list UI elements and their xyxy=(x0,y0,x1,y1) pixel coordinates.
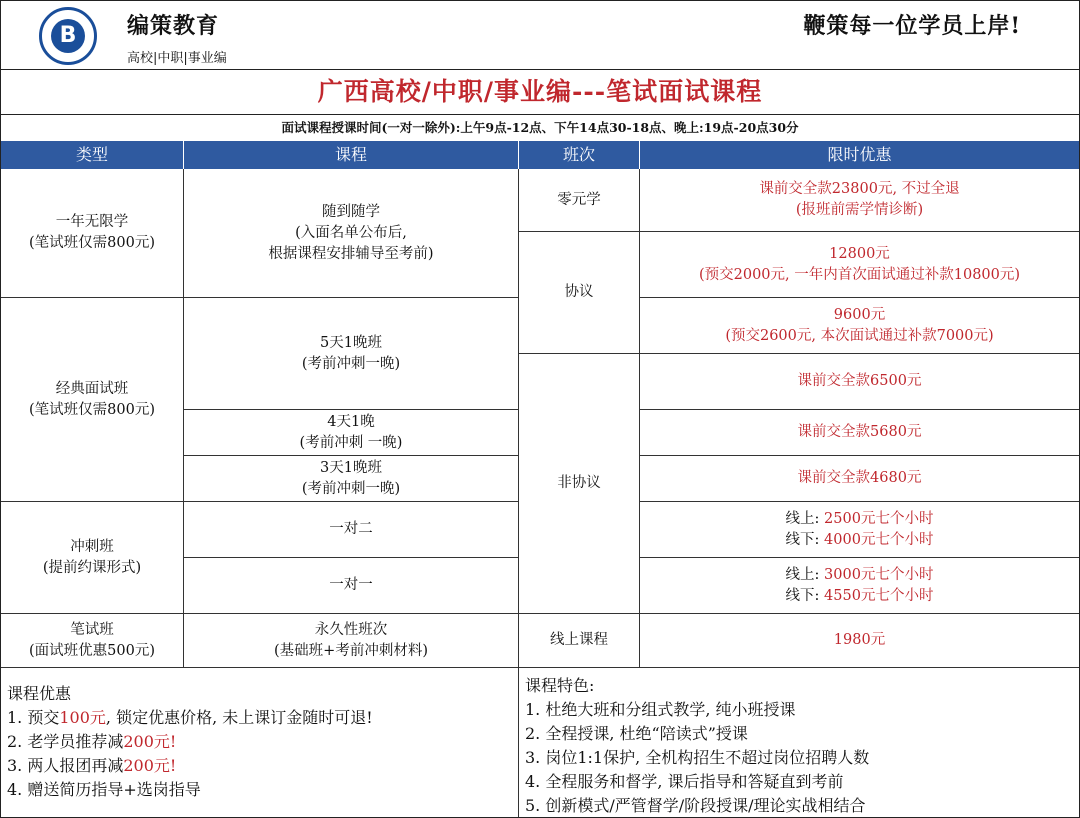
course-name: 永久性班次 xyxy=(314,621,388,638)
column-header-class: 班次 xyxy=(519,141,640,169)
type-name: 冲刺班 xyxy=(70,538,114,555)
class-name: 线上课程 xyxy=(550,632,608,648)
offer-line xyxy=(786,586,934,607)
offer-note: (报班前需学情诊断) xyxy=(795,202,924,218)
offer-mode: 线上: xyxy=(785,510,825,527)
type-cell xyxy=(1,169,184,298)
course-note: (基础班+考前冲刺材料) xyxy=(274,642,428,659)
course-note: (考前冲刺一晚) xyxy=(301,480,401,497)
column-header-course: 课程 xyxy=(184,141,519,169)
offer-price: 1980元 xyxy=(833,632,886,648)
offer-cell xyxy=(640,232,1079,298)
course-cell xyxy=(184,410,519,456)
course-name: 4天1晚 xyxy=(327,413,375,430)
offer-price: 2500元七个小时 xyxy=(824,510,934,527)
offer-price: 4550元七个小时 xyxy=(824,587,934,604)
features-title: 课程特色: xyxy=(525,676,595,695)
benefits-panel xyxy=(1,668,519,817)
feature-item: 1. 杜绝大班和分组式教学, 纯小班授课 xyxy=(525,700,796,719)
offer-price: 课前交全款23800元, 不过全退 xyxy=(759,181,960,197)
offer-price: 课前交全款5680元 xyxy=(797,424,922,440)
class-cell xyxy=(519,232,640,354)
course-cell xyxy=(184,614,519,668)
benefit-item: 4. 赠送简历指导+选岗指导 xyxy=(7,780,201,799)
offer-cell xyxy=(640,502,1079,558)
offer-line xyxy=(786,530,934,551)
offer-mode: 线上: xyxy=(785,566,825,583)
type-name: 一年无限学 xyxy=(55,214,129,230)
type-note: (面试班优惠500元) xyxy=(29,642,155,659)
course-note: (入面名单公布后, xyxy=(295,224,407,241)
schedule-note: 面试课程授课时间(一对一除外):上午9点-12点、下午14点30-18点、晚上:19点-20点30分 xyxy=(281,120,799,135)
column-header-type: 类型 xyxy=(1,141,184,169)
benefit-item: 2. 老学员推荐减200元! xyxy=(7,732,177,751)
course-cell xyxy=(184,169,519,298)
offer-cell xyxy=(640,456,1079,502)
offer-price: 9600元 xyxy=(833,306,886,323)
offer-cell xyxy=(640,169,1079,232)
header xyxy=(1,1,1079,70)
logo-letter: B xyxy=(51,19,85,53)
class-cell xyxy=(519,354,640,614)
brand-name: 编策教育 xyxy=(127,13,220,39)
feature-item: 4. 全程服务和督学, 课后指导和答疑直到考前 xyxy=(525,772,844,791)
course-cell xyxy=(184,298,519,410)
page-title: 广西高校/中职/事业编---笔试面试课程 xyxy=(1,70,1079,115)
offer-mode: 线下: xyxy=(785,531,825,548)
type-note: (笔试班仅需800元) xyxy=(29,401,155,418)
offer-mode: 线下: xyxy=(785,587,825,604)
offer-note: (预交2600元, 本次面试通过补款7000元) xyxy=(725,327,994,344)
course-name: 一对二 xyxy=(329,521,373,537)
benefit-item: 3. 两人报团再减200元! xyxy=(7,756,177,775)
feature-item: 3. 岗位1:1保护, 全机构招生不超过岗位招聘人数 xyxy=(525,748,870,767)
column-header-offer: 限时优惠 xyxy=(640,141,1079,169)
offer-cell xyxy=(640,410,1079,456)
type-name: 笔试班 xyxy=(70,621,114,638)
benefits-title: 课程优惠 xyxy=(7,684,72,703)
course-cell xyxy=(184,502,519,558)
type-note: (提前约课形式) xyxy=(42,559,142,576)
course-name: 一对一 xyxy=(329,577,373,593)
type-cell xyxy=(1,614,184,668)
type-note: (笔试班仅需800元) xyxy=(29,235,155,251)
course-note: 根据课程安排辅导至考前) xyxy=(268,245,434,262)
class-cell xyxy=(519,614,640,668)
course-note: (考前冲刺一晚) xyxy=(301,355,401,372)
offer-note: (预交2000元, 一年内首次面试通过补款10800元) xyxy=(698,266,1021,283)
offer-line xyxy=(786,509,934,530)
brand-subtitle: 高校|中职|事业编 xyxy=(127,51,227,66)
class-cell xyxy=(519,169,640,232)
offer-cell xyxy=(640,298,1079,354)
course-name: 5天1晚班 xyxy=(320,334,382,351)
features-panel xyxy=(519,668,1079,817)
offer-price: 课前交全款4680元 xyxy=(797,470,922,486)
offer-cell xyxy=(640,614,1079,668)
course-name: 3天1晚班 xyxy=(320,459,382,476)
course-name: 随到随学 xyxy=(322,203,380,220)
offer-cell xyxy=(640,354,1079,410)
offer-price: 3000元七个小时 xyxy=(824,566,934,583)
brand-logo-icon xyxy=(39,7,97,65)
feature-item: 5. 创新模式/严管督学/阶段授课/理论实战相结合 xyxy=(525,796,866,815)
class-name: 零元学 xyxy=(557,191,601,208)
course-note: (考前冲刺 一晚) xyxy=(299,434,403,451)
offer-price: 4000元七个小时 xyxy=(824,531,934,548)
benefit-item: 1. 预交100元, 锁定优惠价格, 未上课订金随时可退! xyxy=(7,708,373,727)
slogan: 鞭策每一位学员上岸! xyxy=(803,13,1021,39)
type-name: 经典面试班 xyxy=(55,380,129,397)
offer-price: 12800元 xyxy=(829,245,890,262)
offer-line xyxy=(786,565,934,586)
class-name: 协议 xyxy=(564,284,594,300)
offer-price: 课前交全款6500元 xyxy=(797,373,922,389)
class-name: 非协议 xyxy=(557,475,601,491)
course-cell xyxy=(184,558,519,614)
type-cell xyxy=(1,502,184,614)
type-cell xyxy=(1,298,184,502)
feature-item: 2. 全程授课, 杜绝“陪读式”授课 xyxy=(525,724,748,743)
offer-cell xyxy=(640,558,1079,614)
course-cell xyxy=(184,456,519,502)
